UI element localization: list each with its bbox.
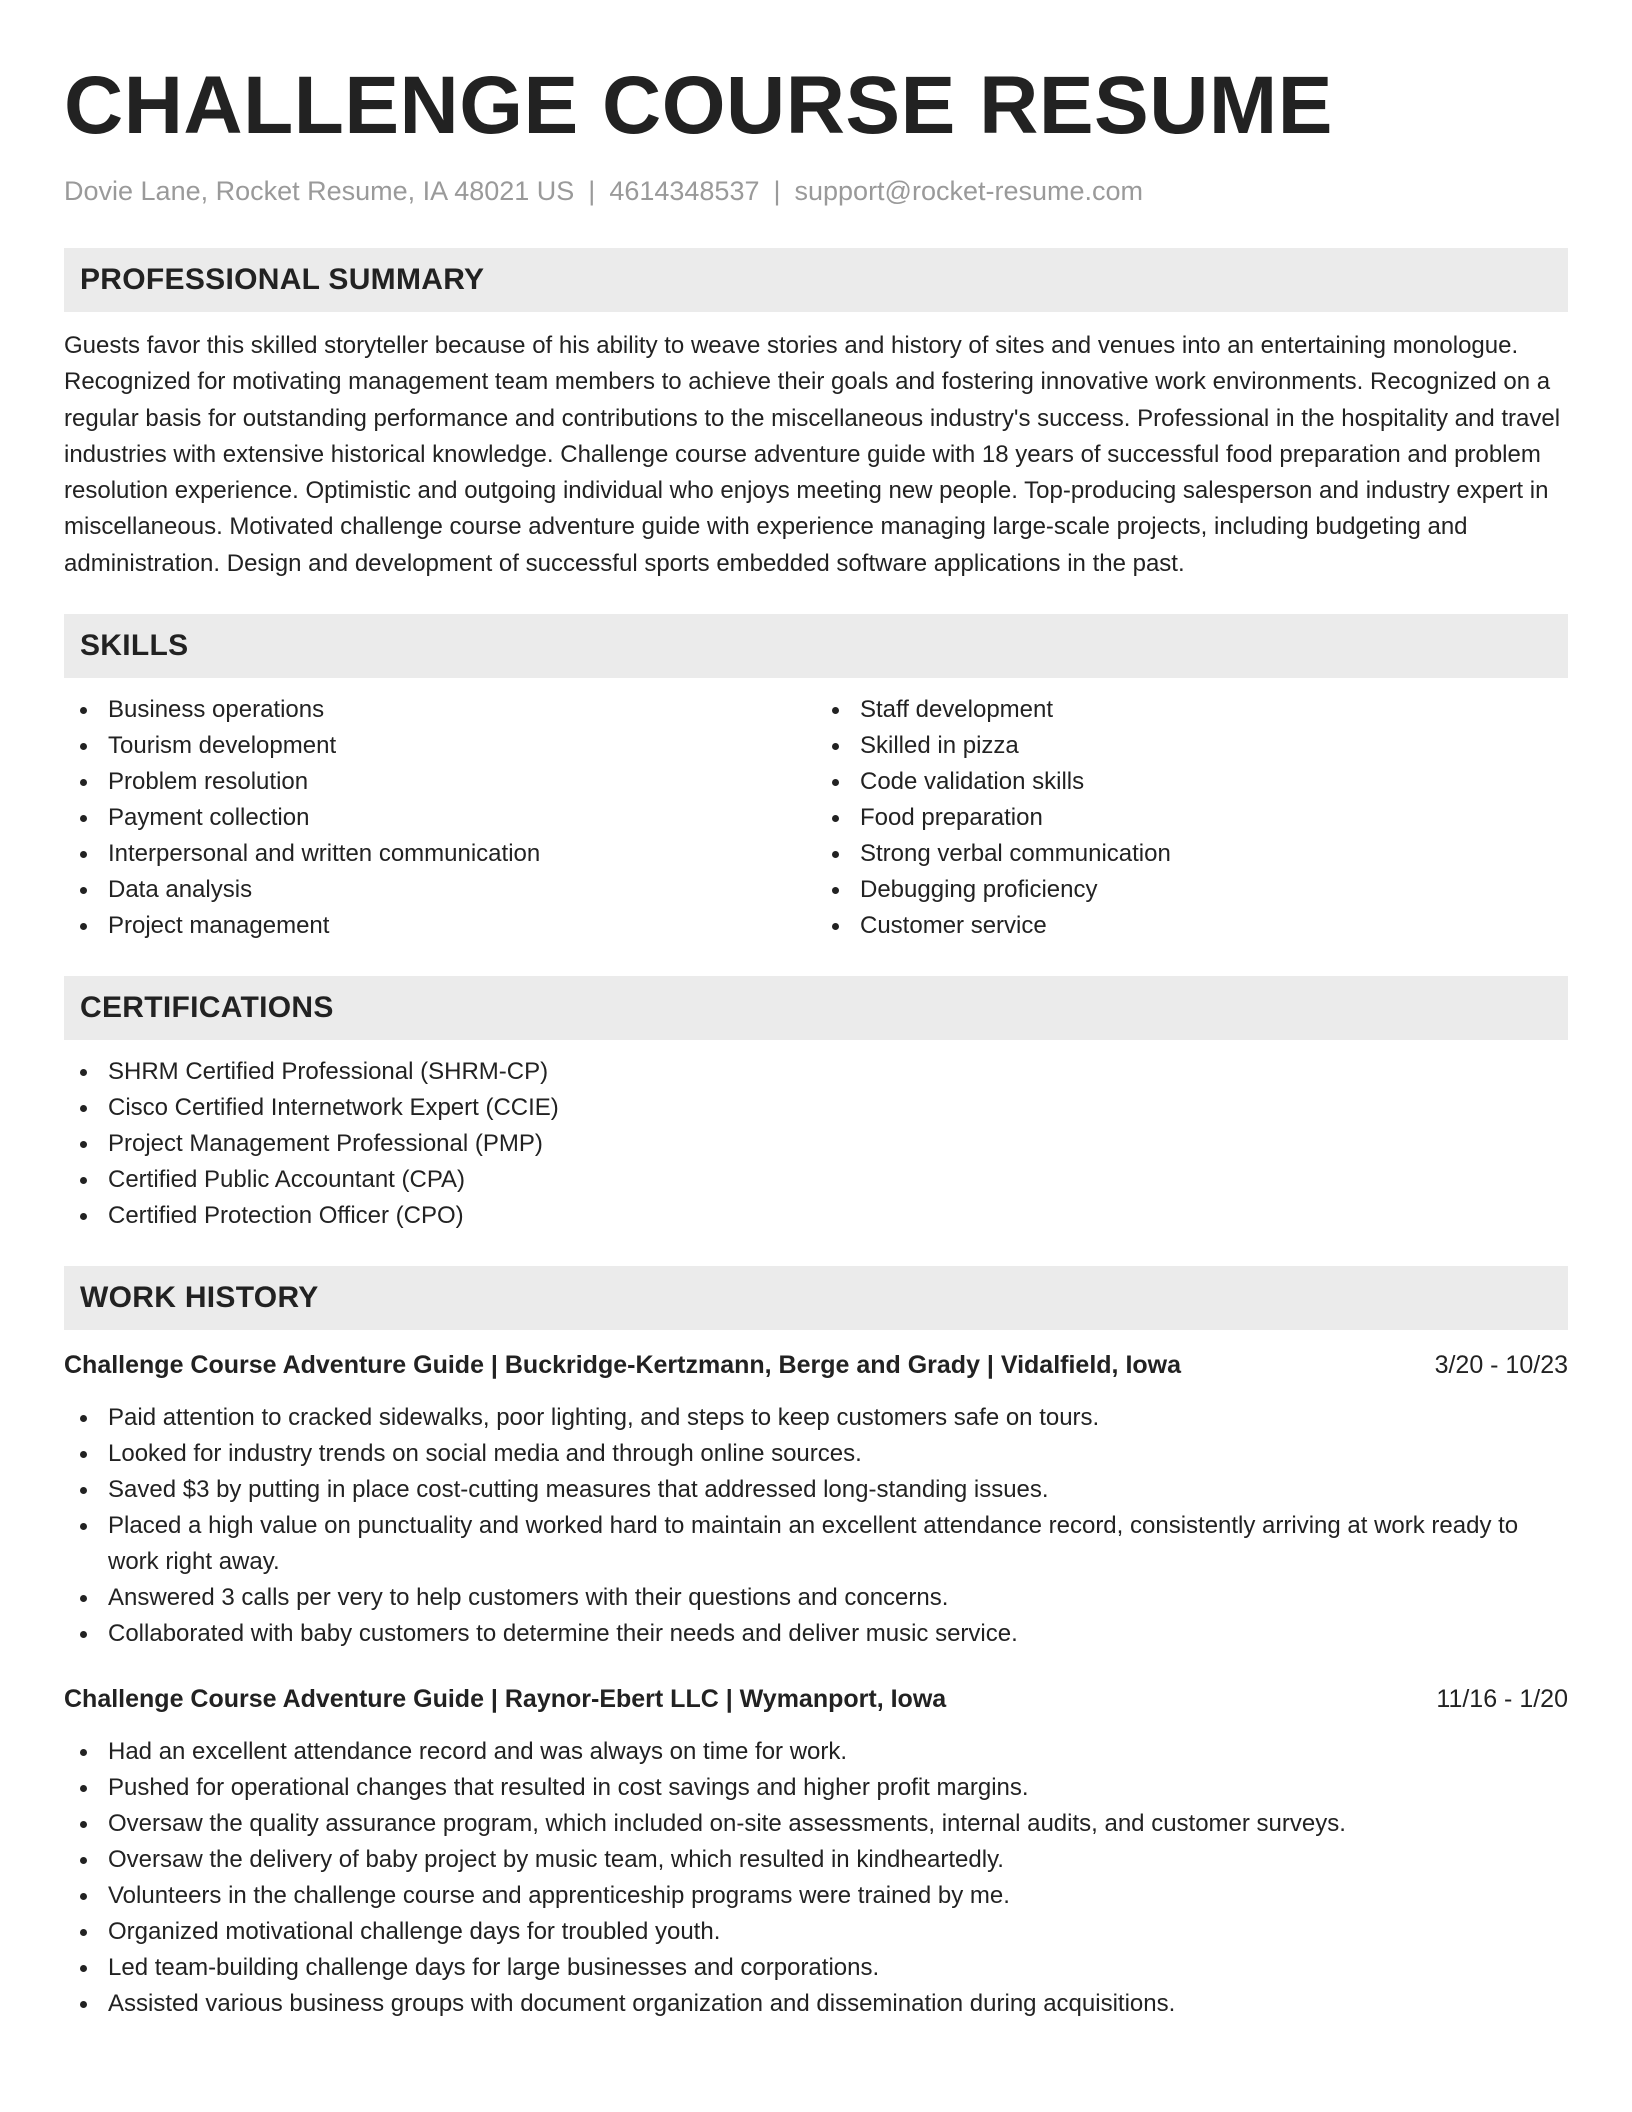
- skill-item: Skilled in pizza: [816, 728, 1568, 764]
- contact-email: support@rocket-resume.com: [794, 176, 1144, 206]
- certifications-heading: CERTIFICATIONS: [64, 976, 1568, 1040]
- skills-heading: SKILLS: [64, 614, 1568, 678]
- job-header: [64, 1348, 1568, 1382]
- job-bullet: Pushed for operational changes that resulted in cost savings and higher profit margins.: [64, 1770, 1568, 1806]
- certification-item: SHRM Certified Professional (SHRM-CP): [64, 1054, 1568, 1090]
- job-dates: 11/16 - 1/20: [1436, 1685, 1568, 1714]
- job-bullet: Assisted various business groups with document organization and dissemination during acquisitions.: [64, 1986, 1568, 2022]
- contact-line: [64, 174, 1568, 208]
- skill-item: Interpersonal and written communication: [64, 836, 816, 872]
- skill-item: Project management: [64, 908, 816, 944]
- skill-item: Problem resolution: [64, 764, 816, 800]
- skill-item: Customer service: [816, 908, 1568, 944]
- skills-column-left: [64, 692, 816, 944]
- job-bullet: Had an excellent attendance record and was always on time for work.: [64, 1734, 1568, 1770]
- job-bullets: [64, 1734, 1568, 2022]
- job-bullet: Answered 3 calls per very to help customers with their questions and concerns.: [64, 1580, 1568, 1616]
- job-entry: [64, 1682, 1568, 2022]
- resume-title: CHALLENGE COURSE RESUME: [64, 60, 1333, 151]
- job-bullet: Placed a high value on punctuality and worked hard to maintain an excellent attendance record, consistently arriving at work ready to work right away.: [64, 1508, 1568, 1580]
- skill-item: Data analysis: [64, 872, 816, 908]
- job-bullet: Oversaw the delivery of baby project by music team, which resulted in kindheartedly.: [64, 1842, 1568, 1878]
- job-header: [64, 1682, 1568, 1716]
- job-title: Challenge Course Adventure Guide | Buckridge-Kertzmann, Berge and Grady | Vidalfield, Iowa: [64, 1351, 1182, 1380]
- contact-address: Dovie Lane, Rocket Resume, IA 48021 US: [64, 176, 575, 206]
- certification-item: Cisco Certified Internetwork Expert (CCIE): [64, 1090, 1568, 1126]
- job-bullet: Paid attention to cracked sidewalks, poor lighting, and steps to keep customers safe on tours.: [64, 1400, 1568, 1436]
- skill-item: Food preparation: [816, 800, 1568, 836]
- skill-item: Code validation skills: [816, 764, 1568, 800]
- job-entry: [64, 1348, 1568, 1652]
- job-bullet: Oversaw the quality assurance program, which included on-site assessments, internal audits, and customer surveys.: [64, 1806, 1568, 1842]
- skill-item: Tourism development: [64, 728, 816, 764]
- summary-text: Guests favor this skilled storyteller because of his ability to weave stories and history of sites and venues into an entertaining monologue. Recognized for motivating management team members to achieve their goals and fostering innovative work environments. Recognized on a regular basis for outstanding performance and contributions to the miscellaneous industry's success. Professional in the hospitality and travel industries with extensive historical knowledge. Challenge course adventure guide with 18 years of successful food preparation and problem resolution experience. Optimistic and outgoing individual who enjoys meeting new people. Top-producing salesperson and industry expert in miscellaneous. Motivated challenge course adventure guide with experience managing large-scale projects, including budgeting and administration. Design and development of successful sports embedded software applications in the past.: [64, 332, 1561, 577]
- skill-item: Staff development: [816, 692, 1568, 728]
- skill-item: Business operations: [64, 692, 816, 728]
- work-history-heading: WORK HISTORY: [64, 1266, 1568, 1330]
- job-bullet: Looked for industry trends on social media and through online sources.: [64, 1436, 1568, 1472]
- job-title: Challenge Course Adventure Guide | Raynor-Ebert LLC | Wymanport, Iowa: [64, 1685, 947, 1714]
- job-bullet: Collaborated with baby customers to determine their needs and deliver music service.: [64, 1616, 1568, 1652]
- skill-item: Strong verbal communication: [816, 836, 1568, 872]
- job-dates: 3/20 - 10/23: [1434, 1351, 1568, 1380]
- certification-item: Project Management Professional (PMP): [64, 1126, 1568, 1162]
- certification-item: Certified Public Accountant (CPA): [64, 1162, 1568, 1198]
- job-bullets: [64, 1400, 1568, 1652]
- skills-column-right: [816, 692, 1568, 944]
- skills-list-left: [64, 692, 816, 944]
- contact-separator: |: [773, 176, 781, 206]
- skill-item: Payment collection: [64, 800, 816, 836]
- contact-phone: 4614348537: [609, 176, 760, 206]
- certifications-list: [64, 1054, 1568, 1234]
- job-bullet: Volunteers in the challenge course and apprenticeship programs were trained by me.: [64, 1878, 1568, 1914]
- skill-item: Debugging proficiency: [816, 872, 1568, 908]
- job-bullet: Led team-building challenge days for large businesses and corporations.: [64, 1950, 1568, 1986]
- job-bullet: Organized motivational challenge days for troubled youth.: [64, 1914, 1568, 1950]
- job-bullet: Saved $3 by putting in place cost-cutting measures that addressed long-standing issues.: [64, 1472, 1568, 1508]
- skills-list-right: [816, 692, 1568, 944]
- skills-grid: [64, 692, 1568, 944]
- contact-separator: |: [588, 176, 596, 206]
- summary-heading: PROFESSIONAL SUMMARY: [64, 248, 1568, 312]
- certification-item: Certified Protection Officer (CPO): [64, 1198, 1568, 1234]
